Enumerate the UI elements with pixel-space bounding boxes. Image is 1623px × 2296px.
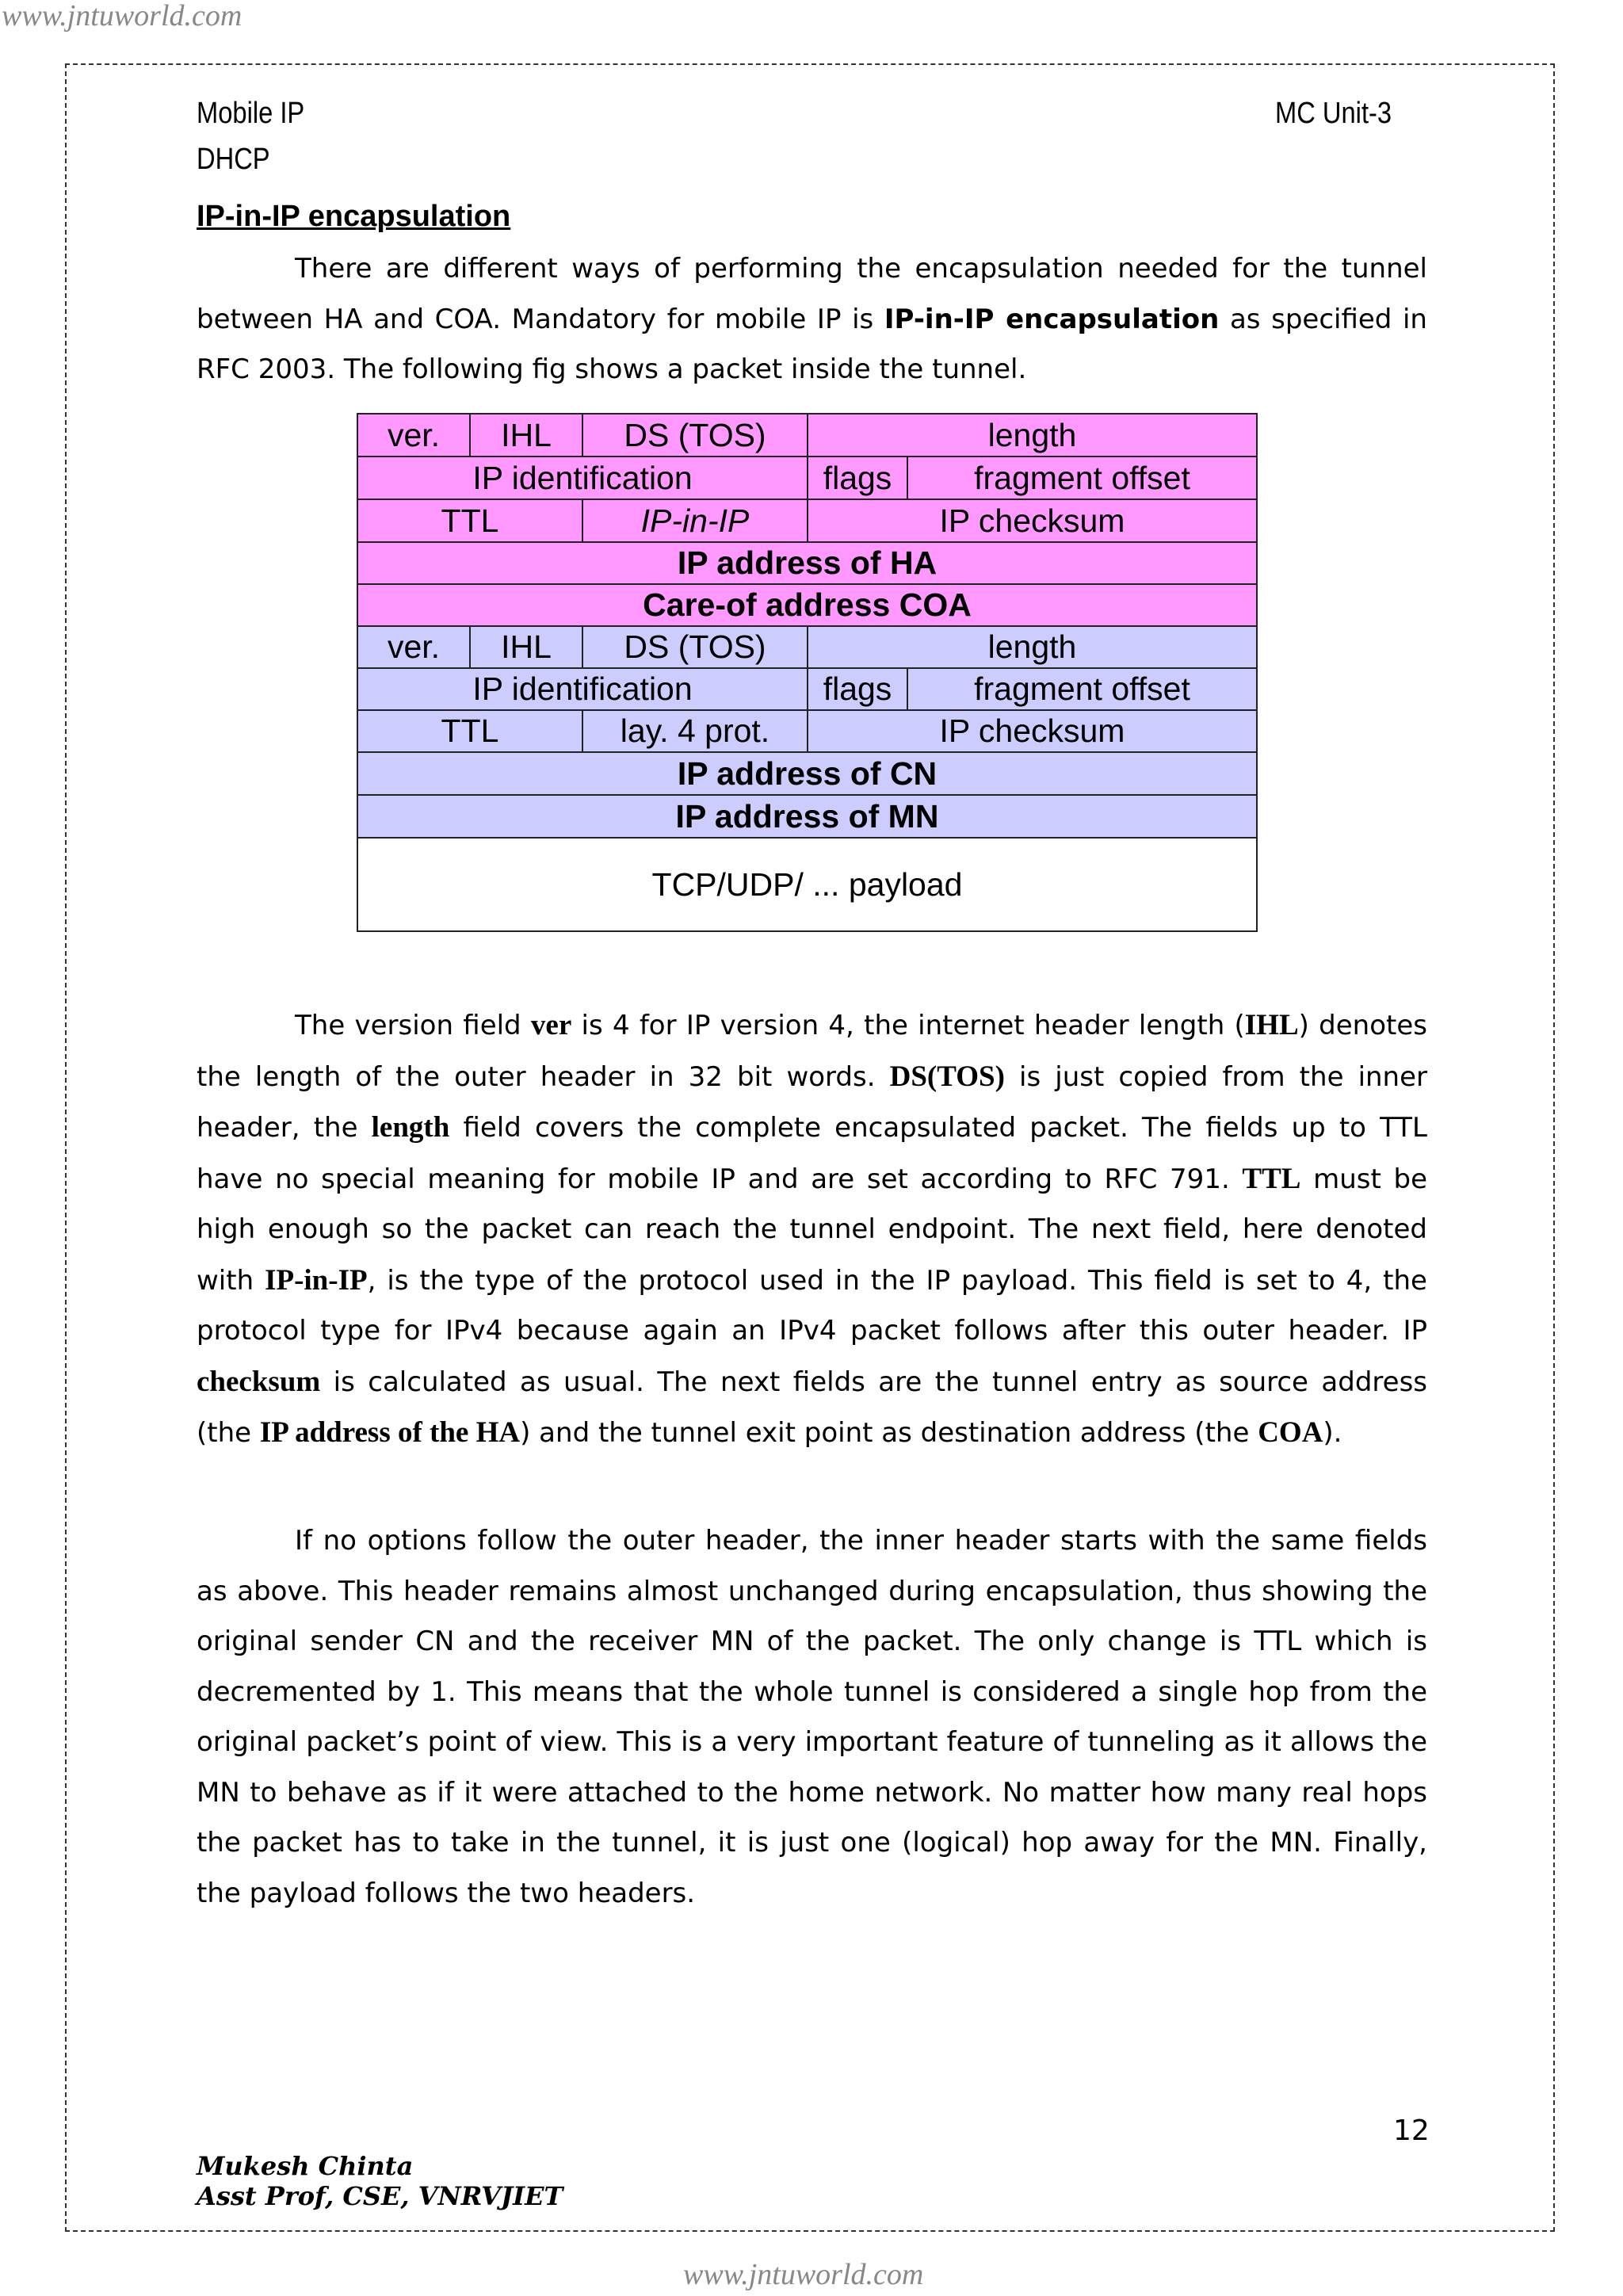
author-title: Asst Prof, CSE, VNRVJIET <box>197 2181 563 2211</box>
header-title: Mobile IP <box>197 97 305 130</box>
outer-checksum-cell: IP checksum <box>808 500 1256 543</box>
inner-row-4 <box>358 753 1256 796</box>
section-title: IP-in-IP encapsulation <box>197 200 511 233</box>
outer-length-cell: length <box>808 415 1256 457</box>
outer-flags-cell: flags <box>808 457 908 500</box>
page-number: 12 <box>1393 2115 1430 2147</box>
outer-ip-identification-cell: IP identification <box>358 457 808 500</box>
outer-fragment-offset-cell: fragment offset <box>908 457 1256 500</box>
inner-row-3 <box>358 711 1256 753</box>
outer-protocol-cell: IP-in-IP <box>583 500 808 543</box>
inner-row-5 <box>358 796 1256 839</box>
outer-ver-cell: ver. <box>358 415 471 457</box>
payload-cell: TCP/UDP/ ... payload <box>358 839 1256 930</box>
outer-ha-address-cell: IP address of HA <box>358 543 1256 585</box>
header-unit: MC Unit-3 <box>1275 97 1392 130</box>
outer-row-5 <box>358 585 1256 627</box>
intro-paragraph: There are different ways of performing the encapsulation needed for the tunnel between HA and COA. Mandatory for mobile IP is IP-in-IP encapsulation as specified in RFC 2003. The following fig shows a packet inside the tunnel. <box>197 253 1427 385</box>
packet-diagram <box>357 413 1258 932</box>
inner-ip-identification-cell: IP identification <box>358 669 808 711</box>
outer-row-2 <box>358 457 1256 500</box>
inner-ttl-cell: TTL <box>358 711 583 753</box>
payload-row <box>358 839 1256 930</box>
fields-paragraph: The version field ver is 4 for IP version 4, the internet header length (IHL) denotes the length of the outer header in 32 bit words. DS(TOS) is just copied from the inner header, the length field covers the complete encapsulated packet. The fields up to TTL have no special meaning for mobile IP and are set according to RFC 791. TTL must be high enough so the packet can reach the tunnel endpoint. The next field, here denoted with IP-in-IP, is the type of the protocol used in the IP payload. This field is set to 4, the protocol type for IPv4 because again an IPv4 packet follows after this outer header. IP checksum is calculated as usual. The next fields are the tunnel entry as source address (the IP address of the HA) and the tunnel exit point as destination address (the COA). <box>197 1009 1428 1449</box>
watermark-bottom: www.jntuworld.com <box>683 2258 924 2291</box>
watermark-top: www.jntuworld.com <box>2 0 242 32</box>
inner-protocol-cell: lay. 4 prot. <box>583 711 808 753</box>
inner-ihl-cell: IHL <box>471 627 583 669</box>
outer-row-3 <box>358 500 1256 543</box>
inner-flags-cell: flags <box>808 669 908 711</box>
inner-length-cell: length <box>808 627 1256 669</box>
outer-coa-address-cell: Care-of address COA <box>358 585 1256 627</box>
inner-row-2 <box>358 669 1256 711</box>
inner-row-1 <box>358 627 1256 669</box>
header-subtitle: DHCP <box>197 143 270 176</box>
author-name: Mukesh Chinta <box>197 2151 414 2181</box>
inner-fragment-offset-cell: fragment offset <box>908 669 1256 711</box>
outer-ttl-cell: TTL <box>358 500 583 543</box>
inner-cn-address-cell: IP address of CN <box>358 753 1256 796</box>
outer-row-4 <box>358 543 1256 585</box>
outer-ds-cell: DS (TOS) <box>583 415 808 457</box>
inner-ver-cell: ver. <box>358 627 471 669</box>
inner-ds-cell: DS (TOS) <box>583 627 808 669</box>
inner-mn-address-cell: IP address of MN <box>358 796 1256 839</box>
inner-checksum-cell: IP checksum <box>808 711 1256 753</box>
outer-ihl-cell: IHL <box>471 415 583 457</box>
inner-header-paragraph: If no options follow the outer header, the inner header starts with the same fields as above. This header remains almost unchanged during encapsulation, thus showing the original sender CN and the receiver MN of the packet. The only change is TTL which is decremented by 1. This means that the whole tunnel is considered a single hop from the original packet’s point of view. This is a very important feature of tunneling as it allows the MN to behave as if it were attached to the home network. No matter how many real hops the packet has to take in the tunnel, it is just one (logical) hop away for the MN. Finally, the payload follows the two headers. <box>197 1525 1427 1909</box>
outer-row-1 <box>358 415 1256 457</box>
